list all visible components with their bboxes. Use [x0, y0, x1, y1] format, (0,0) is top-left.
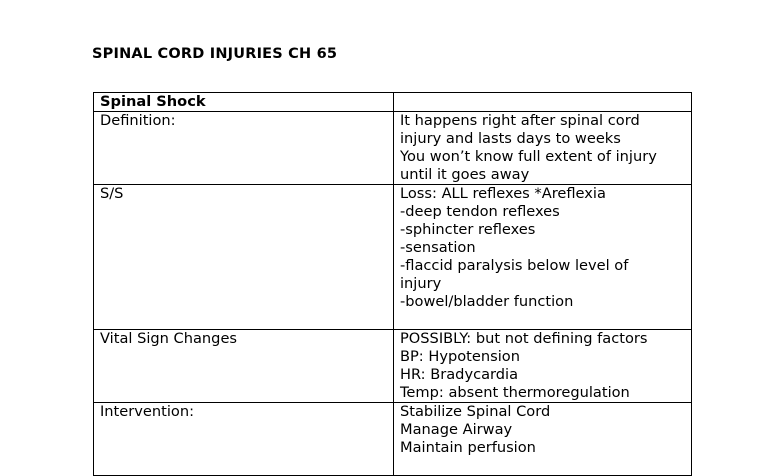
content-line: -flaccid paralysis below level of	[400, 257, 629, 274]
content-line: Manage Airway	[400, 421, 513, 438]
content-line: You won’t know full extent of injury	[400, 148, 657, 165]
table-header-left: Spinal Shock	[94, 93, 394, 112]
row-label: S/S	[94, 185, 394, 330]
content-line: POSSIBLY: but not defining factors	[400, 330, 648, 347]
content-line: -bowel/bladder function	[400, 293, 574, 310]
row-label: Intervention:	[94, 403, 394, 476]
table-row-signs-symptoms	[94, 185, 692, 330]
row-content	[394, 330, 692, 403]
content-line: Temp: absent thermoregulation	[400, 384, 630, 401]
table-header-row	[94, 93, 692, 112]
content-line: -sensation	[400, 239, 476, 256]
content-line: Maintain perfusion	[400, 439, 536, 456]
table-row-intervention	[94, 403, 692, 476]
content-line: injury	[400, 275, 442, 292]
content-line: Stabilize Spinal Cord	[400, 403, 551, 420]
table-row-definition	[94, 112, 692, 185]
content-line: HR: Bradycardia	[400, 366, 519, 383]
row-content	[394, 403, 692, 476]
content-line: until it goes away	[400, 166, 530, 183]
row-label: Vital Sign Changes	[94, 330, 394, 403]
content-line: BP: Hypotension	[400, 348, 520, 365]
content-line: It happens right after spinal cord	[400, 112, 640, 129]
row-content	[394, 185, 692, 330]
content-line: injury and lasts days to weeks	[400, 130, 621, 147]
spinal-shock-table	[93, 92, 692, 476]
table-row-vital-signs	[94, 330, 692, 403]
document-title: SPINAL CORD INJURIES CH 65	[92, 46, 338, 62]
row-content	[394, 112, 692, 185]
content-line: Loss: ALL reflexes *Areflexia	[400, 185, 606, 202]
content-line: -deep tendon reflexes	[400, 203, 560, 220]
content-line: -sphincter reflexes	[400, 221, 536, 238]
row-label: Definition:	[94, 112, 394, 185]
table-header-right	[394, 93, 692, 112]
